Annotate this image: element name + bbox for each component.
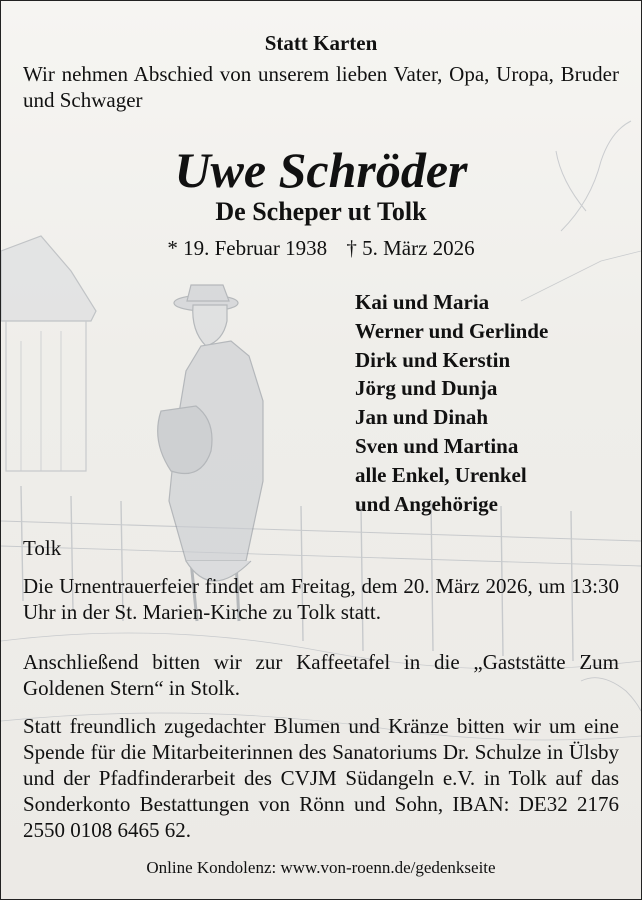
mourner-item: Sven und Martina <box>355 433 519 458</box>
mourner-item: und Angehörige <box>355 491 498 516</box>
mourner-item: Jan und Dinah <box>355 405 489 430</box>
statt-karten-heading: Statt Karten <box>264 31 378 55</box>
intro-text: Wir nehmen Abschied von unserem lieben Vater, Opa, Uropa, Bruder und Schwager <box>23 62 619 112</box>
mourner-item: Werner und Gerlinde <box>355 318 549 343</box>
deceased-nickname: De Scheper ut Tolk <box>215 197 427 226</box>
online-condolence-footer: Online Kondolenz: www.von-roenn.de/gedenkseite <box>146 858 496 877</box>
deceased-name: Uwe Schröder <box>174 142 468 198</box>
life-dates <box>1 234 641 262</box>
mourner-item: Dirk und Kerstin <box>355 347 511 372</box>
notice-content <box>1 1 641 899</box>
mourner-item: Jörg und Dunja <box>355 376 498 401</box>
mourner-item: alle Enkel, Urenkel <box>355 462 527 487</box>
mourners-list <box>355 288 635 518</box>
coffee-gathering-paragraph: Anschließend bitten wir zur Kaffeetafel in die „Gaststätte Zum Goldenen Stern“ in Stolk. <box>23 650 619 700</box>
mourner-item: Kai und Maria <box>355 290 490 314</box>
death-date: † 5. März 2026 <box>346 236 475 260</box>
donation-paragraph: Statt freundlich zugedachter Blumen und Kränze bitten wir um eine Spende für die Mitarbeiterinnen des Sanatoriums Dr. Schulze in Ülsby und der Pfadfinderarbeit des CVJM Südangeln e.V. in Tolk auf das Sonderkonto Bestattungen von Rönn und Sohn, IBAN: DE32 2176 2550 0108 6465 62. <box>23 714 619 842</box>
birth-date: * 19. Februar 1938 <box>167 236 328 260</box>
funeral-service-paragraph: Die Urnentrauerfeier findet am Freitag, dem 20. März 2026, um 13:30 Uhr in der St. Marien-Kirche zu Tolk statt. <box>23 574 619 624</box>
place-name: Tolk <box>23 536 62 560</box>
